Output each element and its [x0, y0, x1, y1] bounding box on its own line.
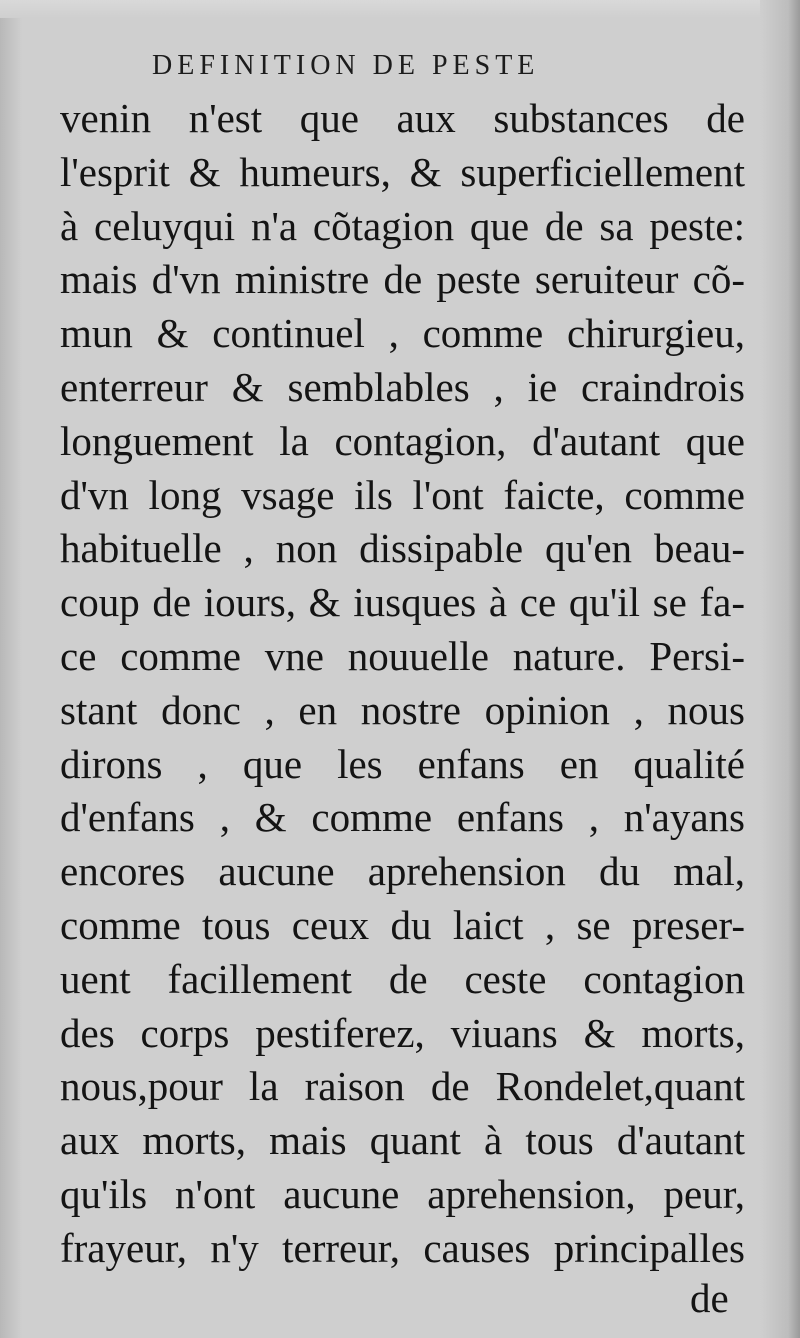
body-text	[60, 92, 745, 1276]
text-line: encores aucune aprehension du mal,	[60, 848, 745, 895]
text-line: frayeur, n'y terreur, causes principalles	[60, 1224, 745, 1271]
text-line: des corps pestiferez, viuans & morts,	[60, 1009, 745, 1056]
text-line: ce comme vne nouuelle nature. Persi-	[60, 632, 745, 679]
catchword: de	[690, 1275, 729, 1321]
text-line: comme tous ceux du laict , se preser-	[60, 901, 745, 948]
text-line: mais d'vn ministre de peste seruiteur cõ-	[60, 256, 745, 303]
text-line: venin n'est que aux substances de	[60, 95, 745, 141]
text-line: uent facillement de ceste contagion	[60, 955, 745, 1002]
text-line: d'enfans , & comme enfans , n'ayans	[60, 794, 745, 841]
text-line: aux morts, mais quant à tous d'autant	[60, 1117, 745, 1164]
text-line: dirons , que les enfans en qualité	[60, 740, 745, 787]
page-edge-top	[0, 0, 800, 18]
text-line: qu'ils n'ont aucune aprehension, peur,	[60, 1170, 745, 1217]
text-line: coup de iours, & iusques à ce qu'il se fa-	[60, 579, 745, 626]
text-line: nous,pour la raison de Rondelet,quant	[60, 1063, 745, 1110]
text-line: d'vn long vsage ils l'ont faicte, comme	[60, 471, 745, 518]
page-edge-right	[760, 0, 800, 1338]
text-line: l'esprit & humeurs, & superficiellement	[60, 148, 745, 195]
text-line: stant donc , en nostre opinion , nous	[60, 686, 745, 733]
text-line: à celuyqui n'a cõtagion que de sa peste:	[60, 202, 745, 249]
page-edge-left	[0, 0, 22, 1338]
text-line: habituelle , non dissipable qu'en beau-	[60, 525, 745, 572]
text-line: mun & continuel , comme chirurgieu,	[60, 310, 745, 357]
text-line: longuement la contagion, d'autant que	[60, 417, 745, 464]
running-head: DEFINITION DE PESTE	[152, 50, 540, 81]
text-line: enterreur & semblables , ie craindrois	[60, 363, 745, 410]
